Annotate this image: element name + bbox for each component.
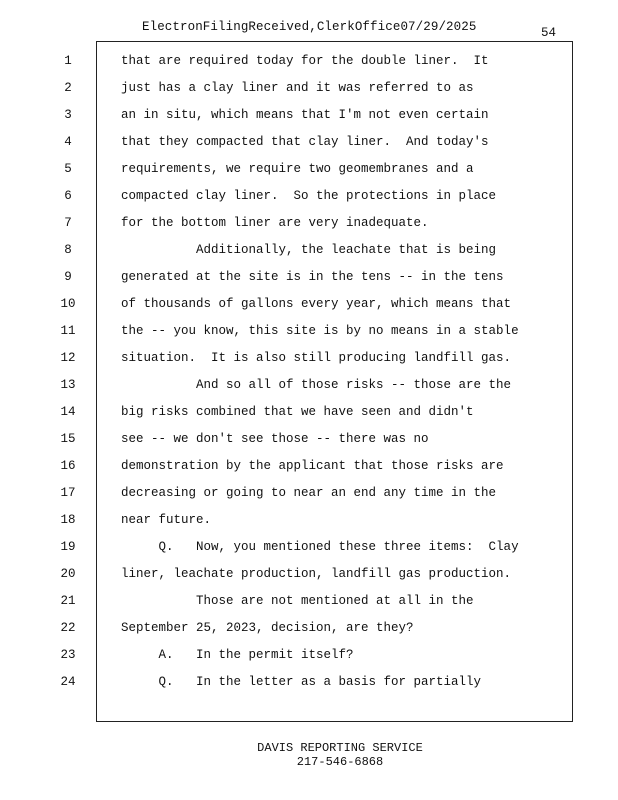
line-text: compacted clay liner. So the protections in place — [121, 189, 497, 203]
reporting-phone: 217-546-6868 — [296, 755, 384, 769]
line-number: 1 — [64, 54, 72, 68]
line-number: 12 — [60, 351, 76, 365]
line-text: Those are not mentioned at all in the — [121, 594, 474, 608]
line-number: 8 — [64, 243, 72, 257]
line-text: see -- we don't see those -- there was no — [121, 432, 429, 446]
line-text: requirements, we require two geomembranes and a — [121, 162, 474, 176]
line-text: big risks combined that we have seen and didn't — [121, 405, 474, 419]
line-number: 4 — [64, 135, 72, 149]
line-text: situation. It is also still producing landfill gas. — [121, 351, 512, 365]
footer — [0, 741, 618, 769]
reporting-company: DAVIS REPORTING SERVICE — [257, 741, 423, 755]
line-text: for the bottom liner are very inadequate. — [121, 216, 429, 230]
line-text: Additionally, the leachate that is being — [121, 243, 497, 257]
line-text: near future. — [121, 513, 212, 527]
line-text: Q. Now, you mentioned these three items: Clay — [121, 540, 519, 554]
line-number: 17 — [60, 486, 76, 500]
line-text: A. In the permit itself? — [121, 648, 354, 662]
line-number: 13 — [60, 378, 76, 392]
page-number: 54 — [541, 26, 557, 40]
line-number: 14 — [60, 405, 76, 419]
line-number: 22 — [60, 621, 76, 635]
line-number: 5 — [64, 162, 72, 176]
line-number: 16 — [60, 459, 76, 473]
line-text: Q. In the letter as a basis for partially — [121, 675, 482, 689]
line-number: 9 — [64, 270, 72, 284]
line-text: an in situ, which means that I'm not even certain — [121, 108, 489, 122]
line-number: 23 — [60, 648, 76, 662]
line-number: 18 — [60, 513, 76, 527]
line-text: that they compacted that clay liner. And today's — [121, 135, 489, 149]
line-number: 15 — [60, 432, 76, 446]
line-text: generated at the site is in the tens -- in the tens — [121, 270, 504, 284]
line-number: 20 — [60, 567, 76, 581]
line-number: 11 — [60, 324, 76, 338]
line-text: of thousands of gallons every year, which means that — [121, 297, 512, 311]
line-number: 7 — [64, 216, 72, 230]
line-number: 21 — [60, 594, 76, 608]
line-text: just has a clay liner and it was referred to as — [121, 81, 474, 95]
line-text: decreasing or going to near an end any time in the — [121, 486, 497, 500]
line-number: 3 — [64, 108, 72, 122]
line-text: And so all of those risks -- those are the — [121, 378, 512, 392]
line-number: 10 — [60, 297, 76, 311]
line-text: demonstration by the applicant that those risks are — [121, 459, 504, 473]
line-text: the -- you know, this site is by no means in a stable — [121, 324, 519, 338]
line-text: September 25, 2023, decision, are they? — [121, 621, 414, 635]
line-text: liner, leachate production, landfill gas production. — [121, 567, 512, 581]
line-number: 24 — [60, 675, 76, 689]
filing-stamp: ElectronFilingReceived,ClerkOffice07/29/2025 — [142, 20, 477, 34]
line-number: 2 — [64, 81, 72, 95]
line-number: 6 — [64, 189, 72, 203]
line-number: 19 — [60, 540, 76, 554]
line-text: that are required today for the double liner. It — [121, 54, 489, 68]
